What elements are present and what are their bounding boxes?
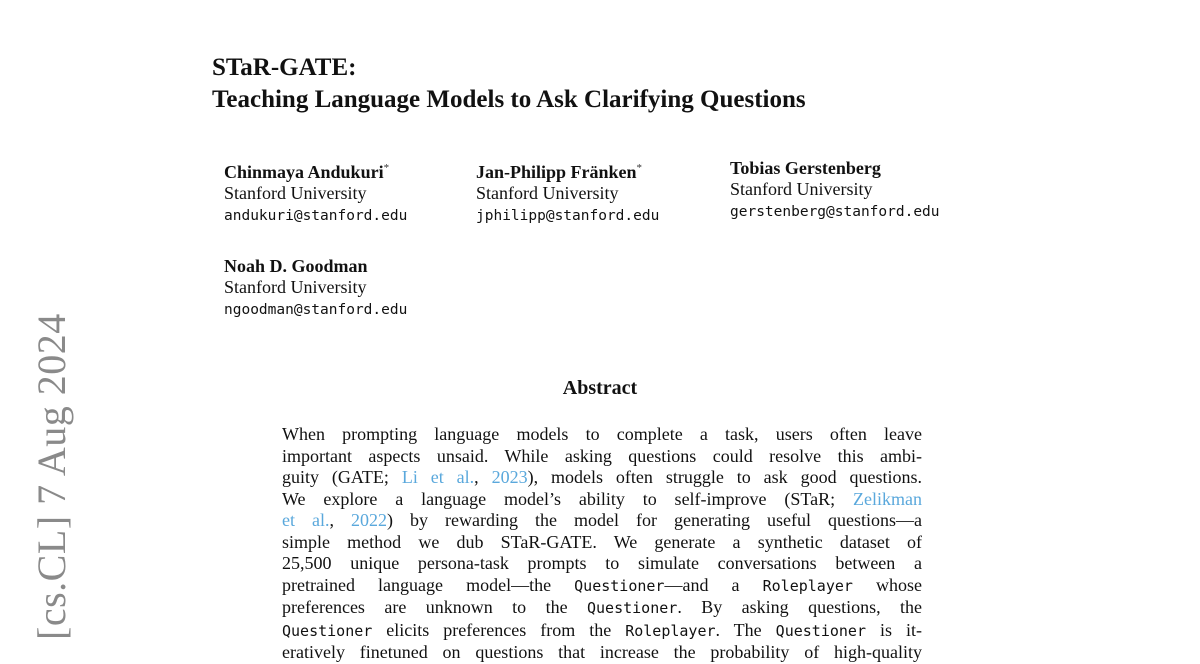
author-block (476, 158, 659, 228)
author-email[interactable]: ngoodman@stanford.edu (224, 302, 408, 318)
paper-title (212, 52, 806, 116)
questioner-term: Questioner (282, 621, 373, 640)
author-email[interactable]: jphilipp@stanford.edu (476, 208, 660, 224)
citation-year-link[interactable]: 2022 (351, 510, 388, 530)
author-name: Chinmaya Andukuri* (224, 162, 390, 182)
roleplayer-term: Roleplayer (625, 621, 716, 640)
citation-link[interactable]: Zelikman (853, 488, 922, 509)
questioner-term: Questioner (775, 621, 866, 640)
author-affiliation: Stanford University (224, 277, 367, 297)
title-line-1: STaR-GATE: (212, 54, 357, 81)
abstract-line: guity (GATE; Li et al., 2023), models often struggle to ask good questions. (282, 467, 922, 487)
abstract-line: preferences are unknown to the Questioner. By asking questions, the (282, 597, 922, 617)
author-block (224, 158, 407, 228)
abstract-line: et al., 2022) by rewarding the model for generating useful questions—a (282, 510, 923, 530)
questioner-term: Questioner (574, 576, 665, 595)
equal-contribution-mark: * (636, 162, 643, 174)
author-name: Noah D. Goodman (224, 256, 368, 276)
abstract-line: eratively finetuned on questions that increase the probability of high-quality (282, 642, 922, 662)
abstract-body (282, 424, 922, 664)
abstract-line: simple method we dub STaR-GATE. We generate a synthetic dataset of (282, 531, 922, 552)
author-name: Tobias Gerstenberg (730, 158, 881, 178)
title-line-2: Teaching Language Models to Ask Clarifying Questions (212, 86, 806, 113)
abstract-heading: Abstract (562, 377, 638, 399)
abstract-line: Questioner elicits preferences from the Roleplayer. The Questioner is it- (282, 619, 922, 640)
abstract-line: When prompting language models to complete a task, users often leave (282, 424, 922, 444)
author-block (730, 158, 940, 224)
citation-link[interactable]: et al. (282, 510, 330, 530)
author-affiliation: Stanford University (476, 183, 619, 203)
abstract-line: pretrained language model—the Questioner—and a Roleplayer whose (282, 574, 922, 595)
roleplayer-term: Roleplayer (762, 576, 853, 595)
questioner-term: Questioner (587, 599, 678, 617)
author-block (224, 256, 407, 322)
author-affiliation: Stanford University (224, 183, 367, 203)
abstract-line: 25,500 unique persona-task prompts to simulate conversations between a (282, 553, 922, 573)
citation-link[interactable]: Li et al. (401, 467, 475, 487)
author-email[interactable]: gerstenberg@stanford.edu (730, 204, 940, 220)
author-affiliation: Stanford University (730, 179, 873, 199)
citation-year-link[interactable]: 2023 (491, 467, 528, 487)
abstract-line: important aspects unsaid. While asking questions could resolve this ambi- (282, 445, 922, 466)
author-email[interactable]: andukuri@stanford.edu (224, 208, 408, 224)
arxiv-identifier-stamp: [cs.CL] 7 Aug 2024 (29, 313, 74, 640)
author-name: Jan-Philipp Fränken* (476, 162, 643, 182)
abstract-line: We explore a language model’s ability to self-improve (STaR; Zelikman (282, 488, 922, 509)
equal-contribution-mark: * (383, 162, 390, 174)
